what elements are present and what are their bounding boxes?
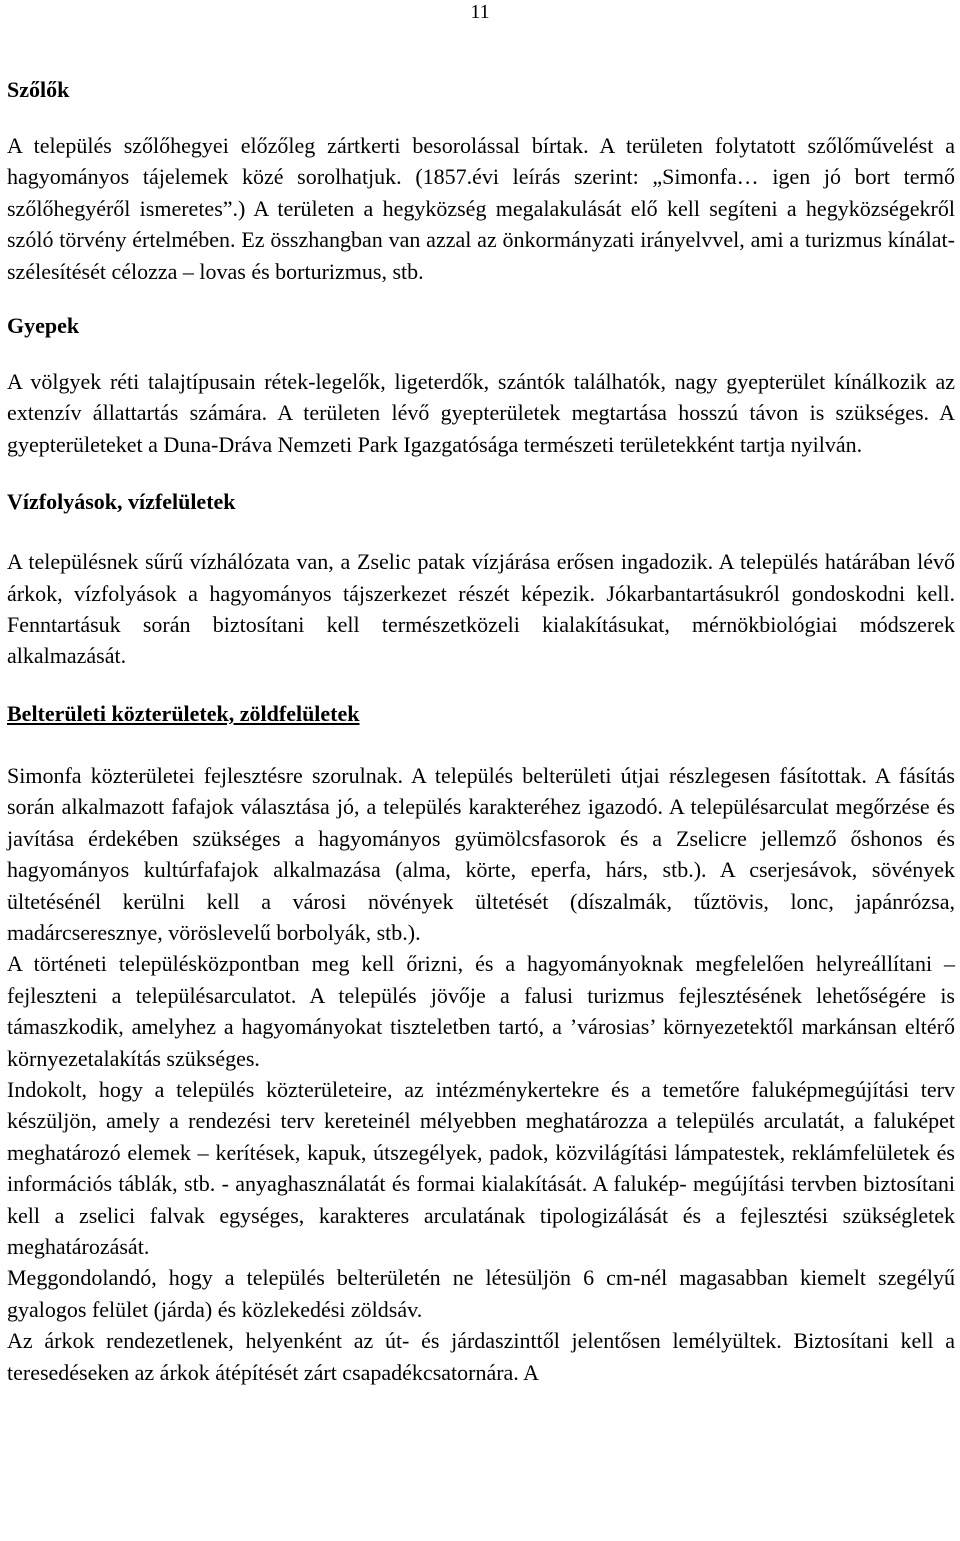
document-body [7, 74, 955, 1388]
page-number: 11 [470, 1, 490, 23]
section-heading: Vízfolyások, vízfelületek [7, 489, 236, 515]
paragraph: Meggondolandó, hogy a település belterületén ne létesüljön 6 cm-nél magasabban kiemelt szegélyű gyalogos felület (járda) és közlekedési zöldsáv. [7, 1265, 955, 1322]
section-vizfolyasok [7, 486, 955, 672]
section-heading: Szőlők [7, 77, 70, 102]
section-gyepek [7, 310, 955, 460]
section-heading: Gyepek [7, 313, 80, 339]
section-heading: Belterületi közterületek, zöldfelületek [7, 700, 360, 726]
section-belteruleti [7, 698, 955, 1388]
paragraph: A történeti településközpontban meg kell őrizni, és a hagyományoknak megfelelően helyreállítani – fejleszteni a településarculatot. A település jövője a falusi turizmus fejlesztésének lehetőségére is támaszkodik, amelyhez a hagyományokat tiszteletben tartó, a ’városias’ környezetektől markánsan eltérő környezetalakítás szükséges. [7, 951, 955, 1071]
paragraph: Simonfa közterületei fejlesztésre szorulnak. A település belterületi útjai részlegesen fásítottak. A fásítás során alkalmazott fafajok választása jó, a település karakteréhez igazodó. A településarculat megőrzése és javítása érdekében szükséges a hagyományos gyümölcsfasorok és a Zselicre jellemző őshonos és hagyományos kultúrfafajok alkalmazása (alma, körte, eperfa, hárs, stb.). A cserjesávok, sövények ültetésénél kerülni kell a városi növények ültetését (díszalmák, tűztövis, lonc, japánrózsa, madárcseresznye, vöröslevelű borbolyák, stb.). [7, 762, 955, 945]
paragraph: A településnek sűrű vízhálózata van, a Zselic patak vízjárása erősen ingadozik. A település határában lévő árkok, vízfolyások a hagyományos tájszerkezet részét képezik. Jókarbantartásukról gondoskodni kell. Fenntartásuk során biztosítani kell természetközeli kialakításukat, mérnökbiológiai módszerek alkalmazását. [7, 549, 955, 669]
paragraph: Indokolt, hogy a település közterületeire, az intézménykertekre és a temetőre faluképmegújítási terv készüljön, amely a rendezési terv kereteinél mélyebben meghatározza a település arculatát, a faluképet meghatározó elemek – kerítések, kapuk, útszegélyek, padok, közvilágítási lámpatestek, reklámfelületek és információs táblák, stb. - anyaghasználatát és formai kialakítását. A falukép- megújítási tervben biztosítani kell a zselici falvak egységes, karakteres arculatának tipologizálását és a fejlesztési szükségletek meghatározását. [7, 1076, 955, 1259]
paragraph: Az árkok rendezetlenek, helyenként az út- és járdaszinttől jelentősen lemélyültek. Biztosítani kell a teresedéseken az árkok átépítését zárt csapadékcsatornára. A [7, 1328, 955, 1385]
section-szolok [7, 74, 955, 287]
paragraph: A völgyek réti talajtípusain rétek-legelők, ligeterdők, szántók találhatók, nagy gyepterület kínálkozik az extenzív állattartás számára. A területen lévő gyepterületek megtartása hosszú távon is szükséges. A gyepterületeket a Duna-Dráva Nemzeti Park Igazgatósága természeti területekként tartja nyilván. [7, 369, 955, 457]
paragraph: A település szőlőhegyei előzőleg zártkerti besorolással bírtak. A területen folytatott szőlőművelést a hagyományos tájelemek közé sorolhatjuk. (1857.évi leírás szerint: „Simonfa… igen jó bort termő szőlőhegyéről ismeretes”.) A területen a hegyközség megalakulását elő kell segíteni a hegyközségekről szóló törvény értelmében. Ez összhangban van azzal az önkormányzati irányelvvel, ami a turizmus kínálat-szélesítését célozza – lovas és borturizmus, stb. [7, 133, 955, 284]
